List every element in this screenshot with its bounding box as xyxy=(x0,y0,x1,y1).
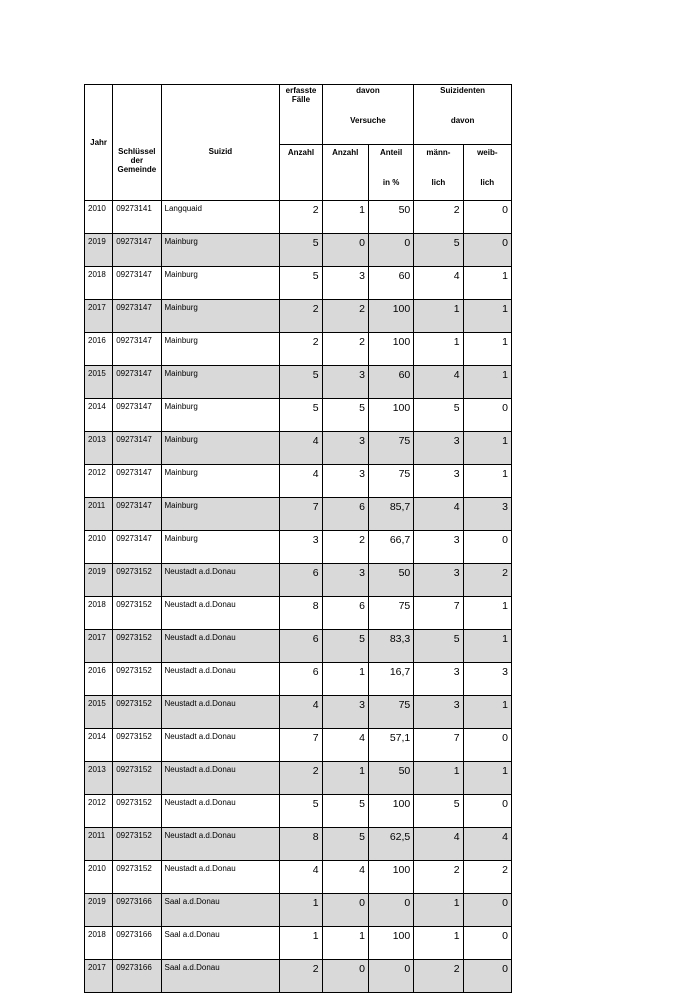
cell-female: 1 xyxy=(463,465,511,498)
table-body xyxy=(85,201,512,993)
cell-year: 2016 xyxy=(85,333,113,366)
cell-key: 09273147 xyxy=(113,300,161,333)
cell-share: 75 xyxy=(368,432,413,465)
cell-cases: 2 xyxy=(280,960,322,993)
cell-name: Mainburg xyxy=(161,465,280,498)
cell-name: Langquaid xyxy=(161,201,280,234)
cell-year: 2018 xyxy=(85,597,113,630)
cell-attempts: 5 xyxy=(322,795,368,828)
cell-female: 1 xyxy=(463,333,511,366)
cell-year: 2013 xyxy=(85,432,113,465)
header-attempts-top: davon xyxy=(356,86,380,95)
header-key-line2: der xyxy=(130,156,144,165)
cell-cases: 4 xyxy=(280,432,322,465)
cell-key: 09273141 xyxy=(113,201,161,234)
cell-male: 5 xyxy=(414,630,463,663)
cell-male: 4 xyxy=(414,498,463,531)
cell-share: 100 xyxy=(368,399,413,432)
cell-female: 0 xyxy=(463,201,511,234)
cell-male: 1 xyxy=(414,894,463,927)
cell-share: 60 xyxy=(368,366,413,399)
cell-key: 09273147 xyxy=(113,531,161,564)
cell-cases: 2 xyxy=(280,201,322,234)
cell-female: 1 xyxy=(463,366,511,399)
cell-male: 2 xyxy=(414,960,463,993)
cell-attempts: 3 xyxy=(322,432,368,465)
cell-key: 09273152 xyxy=(113,828,161,861)
header-attempts-sub: Versuche xyxy=(350,116,386,125)
table-row xyxy=(85,300,512,333)
cell-year: 2014 xyxy=(85,399,113,432)
cell-key: 09273152 xyxy=(113,762,161,795)
cell-cases: 4 xyxy=(280,465,322,498)
cell-female: 1 xyxy=(463,267,511,300)
cell-female: 1 xyxy=(463,762,511,795)
cell-attempts: 1 xyxy=(322,663,368,696)
cell-year: 2011 xyxy=(85,498,113,531)
cell-year: 2017 xyxy=(85,630,113,663)
header-year-label: Jahr xyxy=(90,138,108,147)
cell-year: 2017 xyxy=(85,960,113,993)
cell-name: Neustadt a.d.Donau xyxy=(161,795,280,828)
cell-attempts: 5 xyxy=(322,828,368,861)
cell-name: Neustadt a.d.Donau xyxy=(161,564,280,597)
cell-name: Saal a.d.Donau xyxy=(161,894,280,927)
cell-name: Neustadt a.d.Donau xyxy=(161,861,280,894)
cell-key: 09273166 xyxy=(113,927,161,960)
table-row xyxy=(85,828,512,861)
cell-share: 50 xyxy=(368,201,413,234)
header-suicides-sub: davon xyxy=(450,116,475,125)
cell-key: 09273152 xyxy=(113,564,161,597)
cell-cases: 4 xyxy=(280,861,322,894)
cell-key: 09273152 xyxy=(113,696,161,729)
cell-year: 2015 xyxy=(85,696,113,729)
cell-attempts: 6 xyxy=(322,498,368,531)
table-row xyxy=(85,267,512,300)
header-share-label: Anteil xyxy=(379,148,403,157)
cell-attempts: 5 xyxy=(322,399,368,432)
cell-share: 0 xyxy=(368,894,413,927)
cell-year: 2019 xyxy=(85,234,113,267)
cell-female: 1 xyxy=(463,597,511,630)
header-male-line1: männ- xyxy=(426,148,451,157)
cell-cases: 5 xyxy=(280,399,322,432)
cell-attempts: 0 xyxy=(322,234,368,267)
header-key-line3: Gemeinde xyxy=(117,165,157,174)
cell-cases: 1 xyxy=(280,894,322,927)
header-name xyxy=(161,85,280,201)
cell-cases: 2 xyxy=(280,300,322,333)
cell-year: 2016 xyxy=(85,663,113,696)
cell-male: 4 xyxy=(414,828,463,861)
cell-cases: 5 xyxy=(280,267,322,300)
header-male xyxy=(414,145,463,201)
cell-female: 0 xyxy=(463,399,511,432)
cell-attempts: 0 xyxy=(322,960,368,993)
cell-male: 5 xyxy=(414,234,463,267)
cell-female: 3 xyxy=(463,498,511,531)
table-row xyxy=(85,597,512,630)
cell-attempts: 6 xyxy=(322,597,368,630)
cell-female: 0 xyxy=(463,531,511,564)
cell-attempts: 3 xyxy=(322,465,368,498)
header-attempts xyxy=(322,85,414,145)
table-row xyxy=(85,696,512,729)
cell-male: 3 xyxy=(414,531,463,564)
cell-attempts: 1 xyxy=(322,201,368,234)
cell-male: 5 xyxy=(414,795,463,828)
cell-share: 0 xyxy=(368,234,413,267)
cell-share: 100 xyxy=(368,333,413,366)
cell-name: Mainburg xyxy=(161,234,280,267)
cell-attempts: 1 xyxy=(322,762,368,795)
cell-name: Mainburg xyxy=(161,399,280,432)
cell-key: 09273166 xyxy=(113,894,161,927)
cell-male: 1 xyxy=(414,300,463,333)
table-row xyxy=(85,234,512,267)
cell-key: 09273147 xyxy=(113,333,161,366)
table-row xyxy=(85,795,512,828)
cell-cases: 6 xyxy=(280,663,322,696)
cell-cases: 5 xyxy=(280,366,322,399)
header-share-unit: in % xyxy=(382,178,400,187)
cell-key: 09273147 xyxy=(113,432,161,465)
header-share xyxy=(368,145,413,201)
cell-key: 09273152 xyxy=(113,597,161,630)
cell-key: 09273152 xyxy=(113,795,161,828)
cell-key: 09273147 xyxy=(113,366,161,399)
cell-name: Mainburg xyxy=(161,531,280,564)
cell-cases: 1 xyxy=(280,927,322,960)
cell-year: 2012 xyxy=(85,465,113,498)
cell-female: 2 xyxy=(463,861,511,894)
header-female-line2: lich xyxy=(480,178,495,187)
cell-female: 1 xyxy=(463,300,511,333)
header-year xyxy=(85,85,113,201)
cell-key: 09273147 xyxy=(113,399,161,432)
cell-year: 2013 xyxy=(85,762,113,795)
cell-cases: 7 xyxy=(280,498,322,531)
table-row xyxy=(85,762,512,795)
cell-female: 1 xyxy=(463,432,511,465)
cell-share: 100 xyxy=(368,861,413,894)
cell-cases: 7 xyxy=(280,729,322,762)
cell-attempts: 5 xyxy=(322,630,368,663)
header-cases-line2: Fälle xyxy=(291,95,311,104)
cell-female: 3 xyxy=(463,663,511,696)
cell-male: 3 xyxy=(414,465,463,498)
table-row xyxy=(85,531,512,564)
cell-key: 09273152 xyxy=(113,630,161,663)
cell-male: 1 xyxy=(414,927,463,960)
header-cases xyxy=(280,85,322,145)
cell-cases: 2 xyxy=(280,333,322,366)
cell-attempts: 2 xyxy=(322,300,368,333)
cell-name: Neustadt a.d.Donau xyxy=(161,729,280,762)
cell-name: Neustadt a.d.Donau xyxy=(161,597,280,630)
cell-male: 3 xyxy=(414,696,463,729)
table-row xyxy=(85,960,512,993)
cell-attempts: 3 xyxy=(322,564,368,597)
cell-female: 1 xyxy=(463,696,511,729)
header-key xyxy=(113,85,161,201)
cell-year: 2011 xyxy=(85,828,113,861)
cell-male: 5 xyxy=(414,399,463,432)
cell-female: 1 xyxy=(463,630,511,663)
cell-cases: 8 xyxy=(280,597,322,630)
cell-attempts: 3 xyxy=(322,366,368,399)
table-row xyxy=(85,465,512,498)
cell-key: 09273147 xyxy=(113,498,161,531)
cell-key: 09273152 xyxy=(113,861,161,894)
cell-name: Mainburg xyxy=(161,432,280,465)
cell-attempts: 3 xyxy=(322,696,368,729)
cell-name: Neustadt a.d.Donau xyxy=(161,663,280,696)
table-row xyxy=(85,333,512,366)
cell-share: 50 xyxy=(368,762,413,795)
cell-year: 2015 xyxy=(85,366,113,399)
cell-cases: 4 xyxy=(280,696,322,729)
table-row xyxy=(85,729,512,762)
cell-female: 4 xyxy=(463,828,511,861)
cell-female: 0 xyxy=(463,795,511,828)
cell-male: 3 xyxy=(414,564,463,597)
cell-male: 2 xyxy=(414,201,463,234)
cell-share: 100 xyxy=(368,927,413,960)
cell-name: Neustadt a.d.Donau xyxy=(161,828,280,861)
cell-cases: 2 xyxy=(280,762,322,795)
cell-share: 75 xyxy=(368,597,413,630)
table-row xyxy=(85,201,512,234)
cell-cases: 5 xyxy=(280,234,322,267)
cell-year: 2018 xyxy=(85,267,113,300)
cell-share: 50 xyxy=(368,564,413,597)
cell-attempts: 2 xyxy=(322,531,368,564)
cell-key: 09273147 xyxy=(113,234,161,267)
cell-male: 1 xyxy=(414,762,463,795)
cell-year: 2019 xyxy=(85,564,113,597)
table-row xyxy=(85,663,512,696)
header-female xyxy=(463,145,511,201)
cell-share: 57,1 xyxy=(368,729,413,762)
table-header xyxy=(85,85,512,201)
cell-attempts: 3 xyxy=(322,267,368,300)
cell-key: 09273166 xyxy=(113,960,161,993)
cell-key: 09273152 xyxy=(113,663,161,696)
suicide-statistics-table xyxy=(84,84,512,993)
table-row xyxy=(85,366,512,399)
cell-male: 2 xyxy=(414,861,463,894)
cell-year: 2019 xyxy=(85,894,113,927)
cell-year: 2012 xyxy=(85,795,113,828)
cell-attempts: 1 xyxy=(322,927,368,960)
cell-male: 3 xyxy=(414,432,463,465)
cell-attempts: 0 xyxy=(322,894,368,927)
cell-cases: 3 xyxy=(280,531,322,564)
cell-year: 2017 xyxy=(85,300,113,333)
table-row xyxy=(85,564,512,597)
cell-name: Mainburg xyxy=(161,267,280,300)
cell-share: 16,7 xyxy=(368,663,413,696)
header-female-line1: weib- xyxy=(477,148,498,157)
cell-male: 7 xyxy=(414,729,463,762)
header-male-line2: lich xyxy=(431,178,446,187)
cell-female: 0 xyxy=(463,729,511,762)
cell-name: Mainburg xyxy=(161,366,280,399)
cell-attempts: 2 xyxy=(322,333,368,366)
cell-name: Neustadt a.d.Donau xyxy=(161,762,280,795)
cell-share: 85,7 xyxy=(368,498,413,531)
cell-female: 0 xyxy=(463,894,511,927)
table-row xyxy=(85,432,512,465)
cell-year: 2010 xyxy=(85,861,113,894)
table-row xyxy=(85,399,512,432)
table-row xyxy=(85,894,512,927)
cell-cases: 6 xyxy=(280,630,322,663)
cell-share: 83,3 xyxy=(368,630,413,663)
header-attempts-count xyxy=(322,145,368,201)
cell-year: 2010 xyxy=(85,201,113,234)
cell-cases: 8 xyxy=(280,828,322,861)
table-row xyxy=(85,927,512,960)
cell-share: 75 xyxy=(368,696,413,729)
header-cases-count xyxy=(280,145,322,201)
cell-female: 2 xyxy=(463,564,511,597)
cell-name: Mainburg xyxy=(161,498,280,531)
header-suicides-top: Suizidenten xyxy=(440,86,486,95)
cell-name: Mainburg xyxy=(161,333,280,366)
cell-male: 4 xyxy=(414,267,463,300)
cell-year: 2010 xyxy=(85,531,113,564)
cell-male: 4 xyxy=(414,366,463,399)
table-row xyxy=(85,861,512,894)
table-row xyxy=(85,498,512,531)
header-attempts-count-label: Anzahl xyxy=(332,148,359,157)
cell-name: Neustadt a.d.Donau xyxy=(161,630,280,663)
cell-name: Saal a.d.Donau xyxy=(161,927,280,960)
cell-year: 2014 xyxy=(85,729,113,762)
cell-share: 75 xyxy=(368,465,413,498)
cell-female: 0 xyxy=(463,960,511,993)
cell-attempts: 4 xyxy=(322,861,368,894)
cell-attempts: 4 xyxy=(322,729,368,762)
cell-male: 3 xyxy=(414,663,463,696)
cell-male: 7 xyxy=(414,597,463,630)
cell-share: 100 xyxy=(368,795,413,828)
cell-share: 100 xyxy=(368,300,413,333)
cell-year: 2018 xyxy=(85,927,113,960)
header-cases-line1: erfasste xyxy=(285,86,317,95)
header-key-line1: Schlüssel xyxy=(118,147,156,156)
cell-cases: 6 xyxy=(280,564,322,597)
header-name-label: Suizid xyxy=(208,147,233,156)
table-row xyxy=(85,630,512,663)
cell-key: 09273147 xyxy=(113,267,161,300)
cell-name: Mainburg xyxy=(161,300,280,333)
cell-female: 0 xyxy=(463,234,511,267)
header-cases-count-label: Anzahl xyxy=(287,148,315,157)
cell-male: 1 xyxy=(414,333,463,366)
cell-key: 09273147 xyxy=(113,465,161,498)
cell-name: Saal a.d.Donau xyxy=(161,960,280,993)
cell-share: 0 xyxy=(368,960,413,993)
cell-cases: 5 xyxy=(280,795,322,828)
cell-name: Neustadt a.d.Donau xyxy=(161,696,280,729)
cell-share: 60 xyxy=(368,267,413,300)
cell-share: 66,7 xyxy=(368,531,413,564)
header-suicides xyxy=(414,85,512,145)
cell-female: 0 xyxy=(463,927,511,960)
cell-share: 62,5 xyxy=(368,828,413,861)
cell-key: 09273152 xyxy=(113,729,161,762)
